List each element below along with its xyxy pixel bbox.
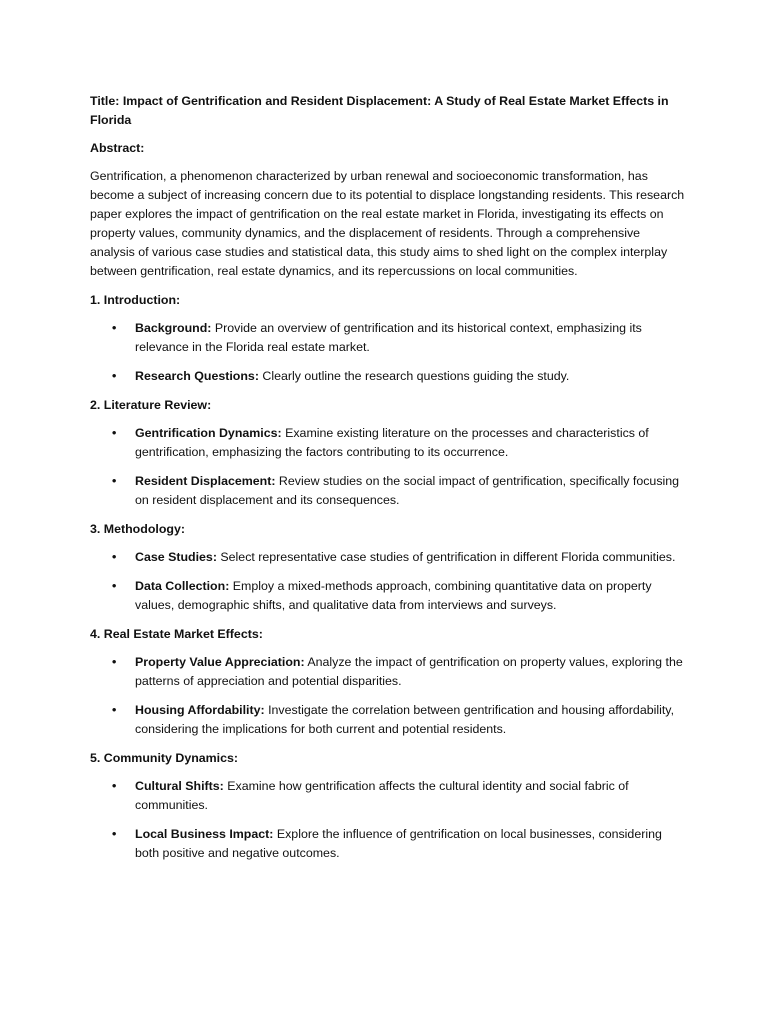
abstract-heading: Abstract:	[90, 141, 145, 155]
section-heading-introduction: 1. Introduction:	[90, 293, 181, 307]
item-text: Examine how gentrification affects the cultural identity and social fabric of communities.	[135, 779, 629, 812]
list-item	[90, 319, 686, 357]
item-text: Clearly outline the research questions guiding the study.	[258, 369, 570, 383]
list-item	[90, 472, 686, 510]
item-text: Analyze the impact of gentrification on property values, exploring the patterns of appreciation and potential disparities.	[135, 655, 683, 688]
section-heading-literature-review: 2. Literature Review:	[90, 398, 212, 412]
item-text: Review studies on the social impact of gentrification, specifically focusing on resident displacement and its consequences.	[135, 474, 680, 507]
item-term: Cultural Shifts:	[135, 779, 224, 793]
item-term: Local Business Impact:	[135, 827, 274, 841]
bullet-icon: •	[112, 779, 117, 793]
list-item	[90, 367, 686, 386]
bullet-icon: •	[112, 550, 117, 564]
bullet-icon: •	[112, 827, 117, 841]
bullet-icon: •	[112, 369, 117, 383]
bullet-icon: •	[112, 426, 117, 440]
section-list-introduction	[90, 319, 686, 386]
list-item	[90, 777, 686, 815]
list-item	[90, 653, 686, 691]
abstract-text: Gentrification, a phenomenon characterized by urban renewal and socioeconomic transformation, has become a subject of increasing concern due to its potential to displace longstanding residents. This research paper explores the impact of gentrification on the real estate market in Florida, investigating its effects on property values, community dynamics, and the displacement of residents. Through a comprehensive analysis of various case studies and statistical data, this study aims to shed light on the complex interplay between gentrification, real estate dynamics, and its repercussions on local communities.	[90, 169, 685, 278]
item-term: Research Questions:	[135, 369, 259, 383]
bullet-icon: •	[112, 655, 117, 669]
item-term: Property Value Appreciation:	[135, 655, 305, 669]
list-item	[90, 701, 686, 739]
item-term: Case Studies:	[135, 550, 217, 564]
section-heading-methodology: 3. Methodology:	[90, 522, 185, 536]
item-text: Select representative case studies of gentrification in different Florida communities.	[216, 550, 676, 564]
section-heading-community-dynamics: 5. Community Dynamics:	[90, 751, 239, 765]
section-list-methodology	[90, 548, 686, 615]
bullet-icon: •	[112, 703, 117, 717]
item-term: Gentrification Dynamics:	[135, 426, 282, 440]
bullet-icon: •	[112, 321, 117, 335]
bullet-icon: •	[112, 579, 117, 593]
list-item	[90, 825, 686, 863]
item-text: Explore the influence of gentrification on local businesses, considering both positive and negative outcomes.	[135, 827, 662, 860]
list-item	[90, 548, 686, 567]
item-term: Data Collection:	[135, 579, 230, 593]
section-list-real-estate-market-effects	[90, 653, 686, 739]
document-title: Title: Impact of Gentrification and Resident Displacement: A Study of Real Estate Market Effects in Florida	[90, 94, 669, 127]
list-item	[90, 577, 686, 615]
section-list-community-dynamics	[90, 777, 686, 863]
item-text: Examine existing literature on the processes and characteristics of gentrification, emphasizing the factors contributing to its occurrence.	[135, 426, 649, 459]
item-term: Background:	[135, 321, 212, 335]
section-heading-real-estate-market-effects: 4. Real Estate Market Effects:	[90, 627, 263, 641]
item-text: Provide an overview of gentrification and its historical context, emphasizing its relevance in the Florida real estate market.	[135, 321, 642, 354]
bullet-icon: •	[112, 474, 117, 488]
item-text: Employ a mixed-methods approach, combining quantitative data on property values, demographic shifts, and qualitative data from interviews and surveys.	[135, 579, 652, 612]
list-item	[90, 424, 686, 462]
item-text: Investigate the correlation between gentrification and housing affordability, considering the implications for both current and potential residents.	[135, 703, 675, 736]
item-term: Resident Displacement:	[135, 474, 276, 488]
section-list-literature-review	[90, 424, 686, 510]
item-term: Housing Affordability:	[135, 703, 265, 717]
